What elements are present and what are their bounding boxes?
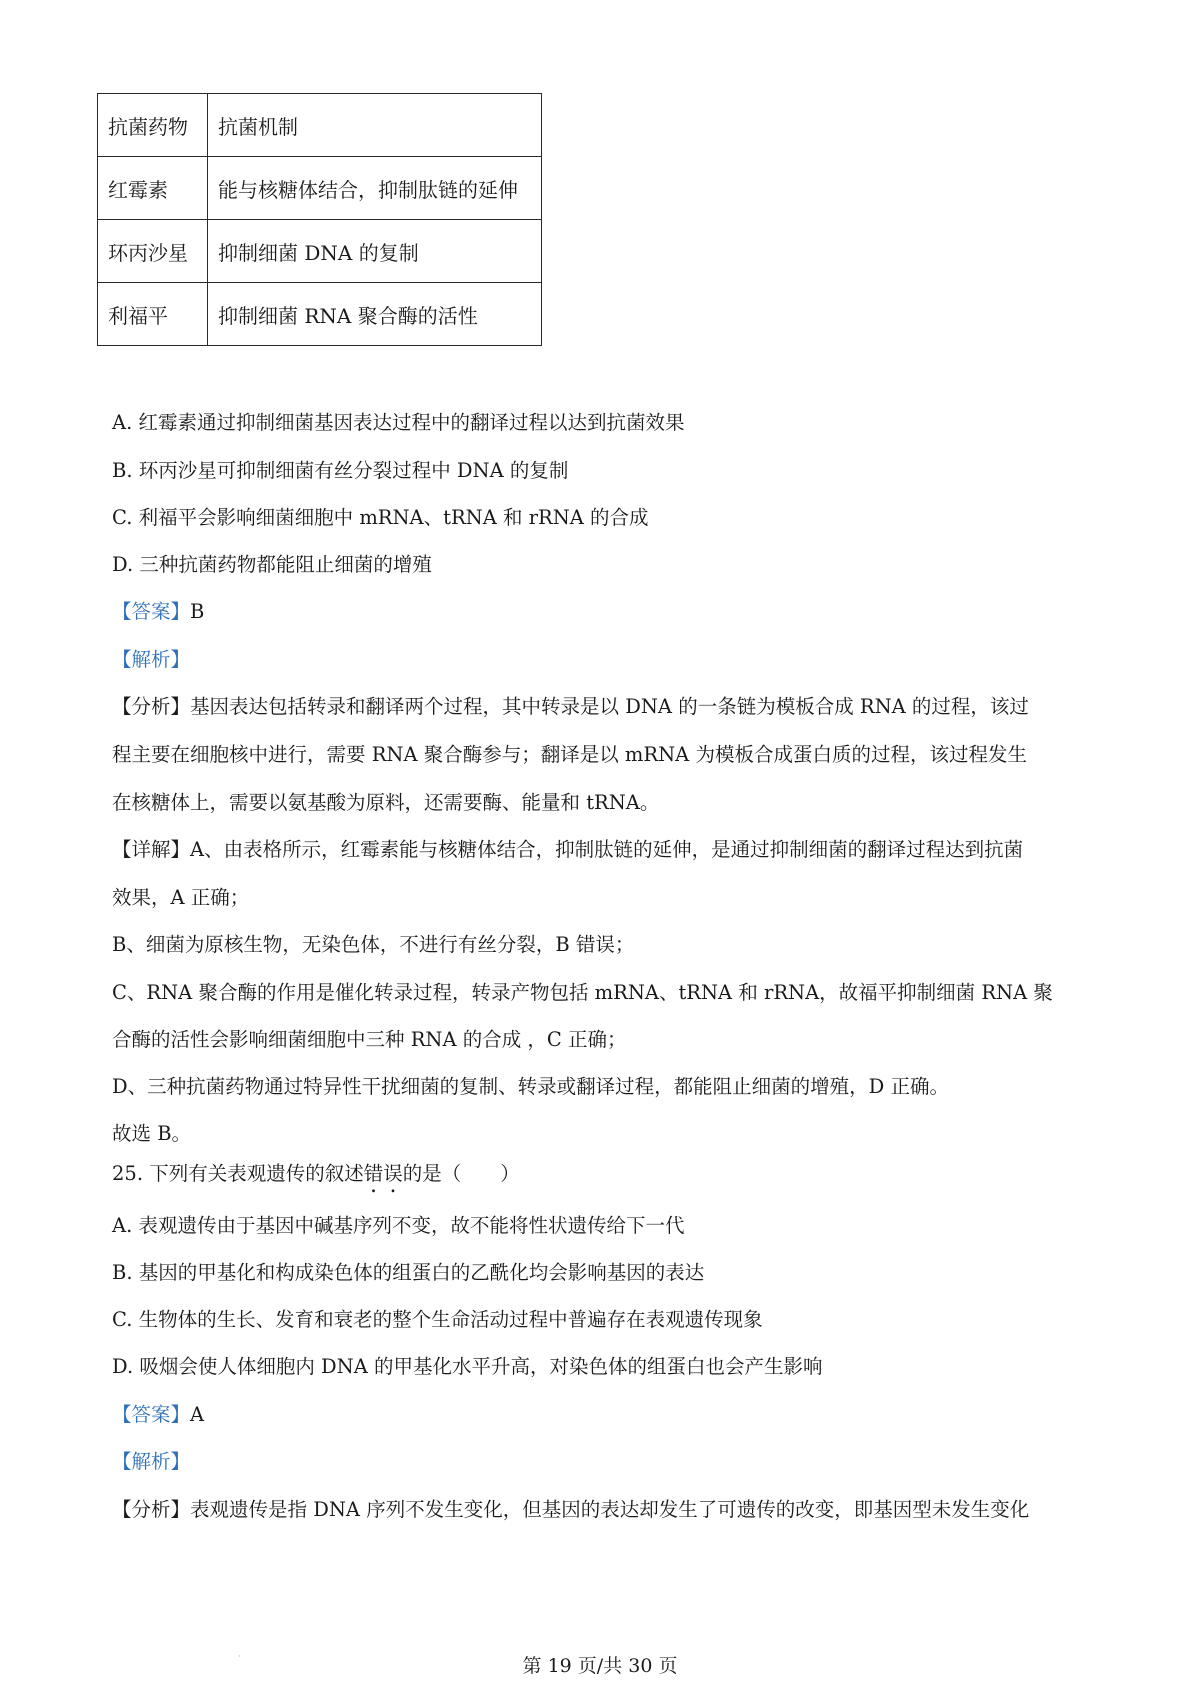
q24-answer — [112, 598, 204, 626]
q24-conclusion: 故选 B。 — [112, 1122, 192, 1145]
q24-option-b: B. 环丙沙星可抑制细菌有丝分裂过程中 DNA 的复制 — [112, 459, 569, 482]
table-cell-drug: 利福平 — [98, 283, 208, 346]
emphasis-char: 误 — [383, 1162, 403, 1185]
q24-xiangjie-line: C、RNA 聚合酶的作用是催化转录过程，转录产物包括 mRNA、tRNA 和 rRNA，故福平抑制细菌 RNA 聚 — [112, 981, 1053, 1004]
q25-analysis — [112, 1448, 190, 1476]
table-cell-drug: 环丙沙星 — [98, 220, 208, 283]
table-cell-mechanism: 能与核糖体结合，抑制肽链的延伸 — [208, 157, 542, 220]
q25-stem-before: 25. 下列有关表观遗传的叙述 — [112, 1162, 364, 1185]
q25-answer — [112, 1401, 204, 1429]
q25-option-a: A. 表观遗传由于基因中碱基序列不变，故不能将性状遗传给下一代 — [112, 1214, 685, 1237]
analysis-label: 【解析】 — [112, 1450, 191, 1473]
table-row — [98, 157, 542, 220]
table-cell-mechanism: 抑制细菌 RNA 聚合酶的活性 — [208, 283, 542, 346]
xiangjie-text: A、由表格所示，红霉素能与核糖体结合，抑制肽链的延伸，是通过抑制细菌的翻译过程达到抗菌 — [190, 838, 1024, 861]
xiangjie-label: 【详解】 — [112, 838, 191, 861]
q24-option-c: C. 利福平会影响细菌细胞中 mRNA、tRNA 和 rRNA 的合成 — [112, 506, 649, 529]
answer-label: 【答案】 — [112, 1403, 191, 1426]
q25-stem-after: 的是（ ） — [402, 1162, 520, 1185]
q24-xiangjie-line — [112, 836, 1023, 864]
q24-fenxi-line: 程主要在细胞核中进行，需要 RNA 聚合酶参与；翻译是以 mRNA 为模板合成蛋白质的过程，该过程发生 — [112, 743, 1027, 766]
q25-stem — [112, 1160, 520, 1188]
fenxi-label: 【分析】 — [112, 1498, 191, 1521]
analysis-label: 【解析】 — [112, 648, 191, 671]
q24-option-d: D. 三种抗菌药物都能阻止细菌的增殖 — [112, 553, 432, 576]
antibiotic-table — [97, 93, 542, 346]
q25-option-d: D. 吸烟会使人体细胞内 DNA 的甲基化水平升高，对染色体的组蛋白也会产生影响 — [112, 1355, 823, 1378]
table-row — [98, 283, 542, 346]
q24-xiangjie-line: B、细菌为原核生物，无染色体，不进行有丝分裂，B 错误； — [112, 933, 635, 956]
table-cell-mechanism: 抑制细菌 DNA 的复制 — [208, 220, 542, 283]
table-row — [98, 220, 542, 283]
answer-value: B — [190, 600, 205, 623]
q24-option-a: A. 红霉素通过抑制细菌基因表达过程中的翻译过程以达到抗菌效果 — [112, 411, 685, 434]
fenxi-text: 基因表达包括转录和翻译两个过程，其中转录是以 DNA 的一条链为模板合成 RNA 的过程，该过 — [190, 695, 1029, 718]
answer-label: 【答案】 — [112, 600, 191, 623]
q24-xiangjie-line: D、三种抗菌药物通过特异性干扰细菌的复制、转录或翻译过程，都能阻止细菌的增殖，D 正确。 — [112, 1075, 949, 1098]
q24-xiangjie-line: 效果，A 正确； — [112, 886, 250, 909]
q24-fenxi-line — [112, 693, 1029, 721]
table-header-cell: 抗菌药物 — [98, 94, 208, 157]
q25-fenxi-line — [112, 1496, 1029, 1524]
answer-value: A — [190, 1403, 205, 1426]
table-header-cell: 抗菌机制 — [208, 94, 542, 157]
table-cell-drug: 红霉素 — [98, 157, 208, 220]
fenxi-label: 【分析】 — [112, 695, 191, 718]
table-header-row — [98, 94, 542, 157]
fenxi-text: 表观遗传是指 DNA 序列不发生变化，但基因的表达却发生了可遗传的改变，即基因型未发生变化 — [190, 1498, 1030, 1521]
page-number: 第 19 页/共 30 页 — [522, 1655, 678, 1677]
q24-xiangjie-line: 合酶的活性会影响细菌细胞中三种 RNA 的合成 ，C 正确； — [112, 1028, 627, 1051]
q25-option-c: C. 生物体的生长、发育和衰老的整个生命活动过程中普遍存在表观遗传现象 — [112, 1308, 763, 1331]
q24-fenxi-line: 在核糖体上，需要以氨基酸为原料，还需要酶、能量和 tRNA。 — [112, 791, 660, 814]
q24-analysis — [112, 646, 190, 674]
q25-option-b: B. 基因的甲基化和构成染色体的组蛋白的乙酰化均会影响基因的表达 — [112, 1261, 705, 1284]
scan-speck: · — [238, 1652, 241, 1661]
emphasis-char: 错 — [363, 1162, 384, 1185]
